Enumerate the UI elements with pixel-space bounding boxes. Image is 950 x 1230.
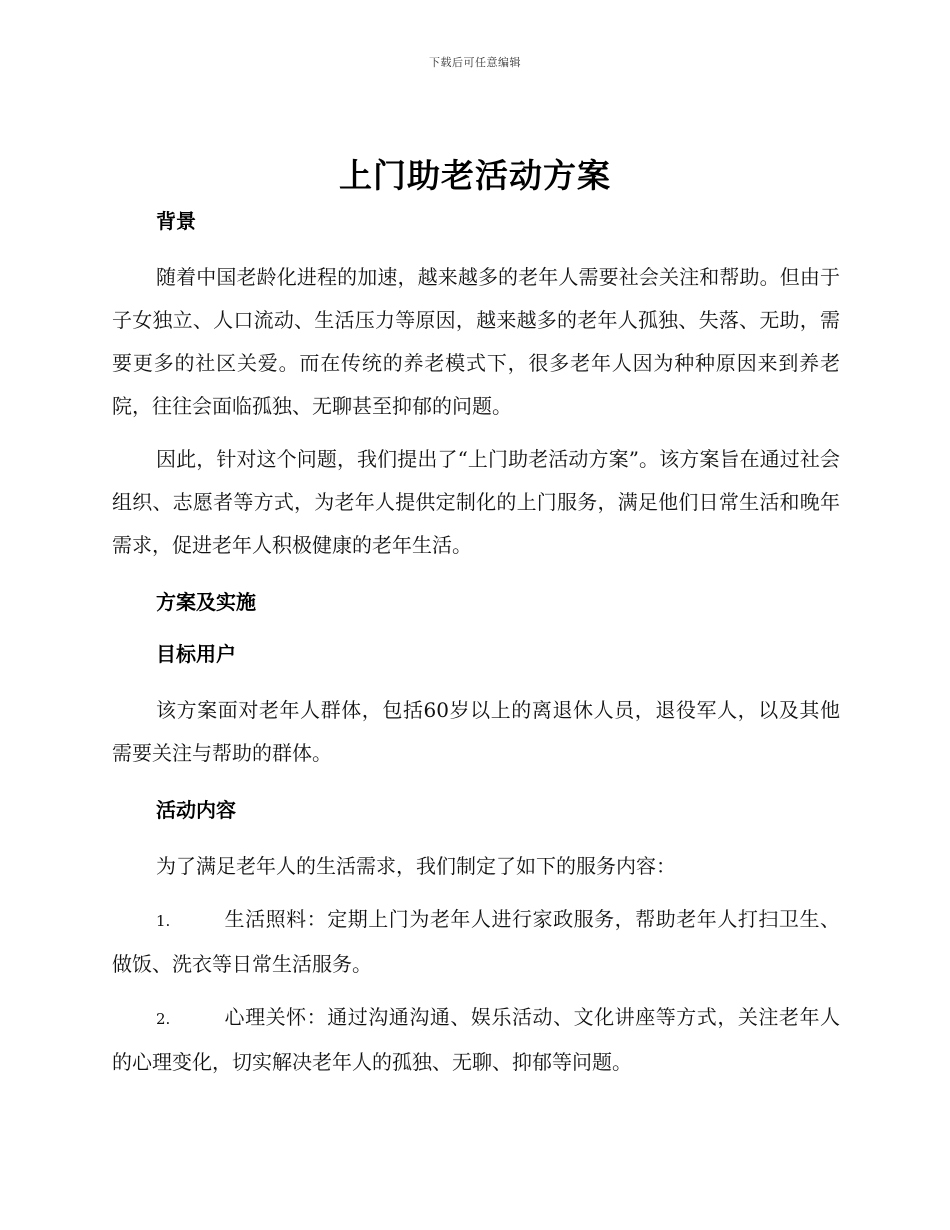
list-item xyxy=(112,996,840,1084)
document-body xyxy=(112,204,840,1084)
section-heading-target-users: 目标用户 xyxy=(156,642,236,666)
paragraph-background-2: 因此，针对这个问题，我们提出了“上门助老活动方案”。该方案旨在通过社会组织、志愿者等方式，为老年人提供定制化的上门服务，满足他们日常生活和晚年需求，促进老年人积极健康的老年生活。 xyxy=(112,447,840,557)
list-item xyxy=(112,898,840,986)
section-heading-plan: 方案及实施 xyxy=(156,590,256,614)
running-header: 下载后可任意编辑 xyxy=(429,56,521,69)
section-heading-activity: 活动内容 xyxy=(156,798,236,822)
paragraph-background-1: 随着中国老龄化进程的加速，越来越多的老年人需要社会关注和帮助。但由于子女独立、人口流动、生活压力等原因，越来越多的老年人孤独、失落、无助，需要更多的社区关爱。而在传统的养老模式下，很多老年人因为种种原因来到养老院，往往会面临孤独、无聊甚至抑郁的问题。 xyxy=(112,265,840,418)
list-item-number: 2. xyxy=(156,1010,171,1028)
paragraph-activity-intro: 为了满足老年人的生活需求，我们制定了如下的服务内容： xyxy=(156,854,676,878)
list-item-text: 生活照料：定期上门为老年人进行家政服务，帮助老年人打扫卫生、做饭、洗衣等日常生活服务。 xyxy=(112,907,840,976)
paragraph-target-users: 该方案面对老年人群体，包括60岁以上的离退休人员，退役军人，以及其他需要关注与帮助的群体。 xyxy=(112,698,840,765)
list-item-text: 心理关怀：通过沟通沟通、娱乐活动、文化讲座等方式，关注老年人的心理变化，切实解决老年人的孤独、无聊、抑郁等问题。 xyxy=(112,1005,840,1074)
section-heading-background: 背景 xyxy=(156,209,196,233)
document-title: 上门助老活动方案 xyxy=(339,156,611,195)
list-item-number: 1. xyxy=(156,912,171,930)
